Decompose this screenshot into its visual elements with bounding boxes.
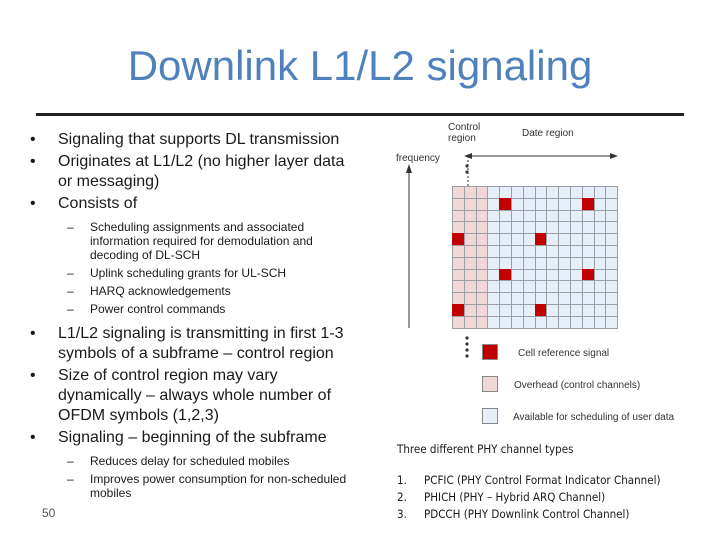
- bullet-text: Originates at L1/L2 (no higher layer data or messaging): [58, 153, 345, 190]
- bullet-text: L1/L2 signaling is transmitting in first 1-3 symbols of a subframe – control region: [58, 325, 344, 362]
- arrow-head-right: [610, 153, 618, 159]
- sub-bullet-text: Scheduling assignments and associated information required for demodulation and decoding of DL-SCH: [90, 220, 313, 262]
- legend-label-user-data: Available for scheduling of user data: [513, 412, 675, 423]
- bullet-marker: •: [30, 131, 36, 148]
- bullet-text: Consists of: [58, 195, 138, 212]
- bullet-item: [30, 152, 360, 192]
- data-region-label: Date region: [522, 128, 574, 139]
- sub-bullet-text: Power control commands: [90, 302, 226, 316]
- bullet-item: [30, 194, 360, 214]
- bullet-item: [30, 324, 360, 364]
- bullet-marker: •: [30, 367, 36, 384]
- bullet-text: Signaling – beginning of the subframe: [58, 429, 327, 446]
- frequency-arrow-head: [406, 164, 412, 173]
- bullet-item: [30, 130, 360, 150]
- phy-item-text: PHICH (PHY – Hybrid ARQ Channel): [424, 490, 606, 504]
- bullet-item: [30, 366, 360, 426]
- slide-title: Downlink L1/L2 signaling: [127, 42, 593, 89]
- sub-bullet-text: Improves power consumption for non-scheduled mobiles: [90, 472, 347, 500]
- dash-marker: –: [67, 302, 74, 316]
- bullet-item: [30, 428, 360, 448]
- ellipsis-dot: [465, 164, 468, 167]
- legend-label-reference: Cell reference signal: [518, 348, 610, 359]
- ellipsis-dot: [465, 354, 468, 357]
- legend-label-overhead: Overhead (control channels): [514, 380, 641, 391]
- ellipsis-dot: [465, 170, 468, 173]
- bullet-text: Signaling that supports DL transmission: [58, 131, 340, 148]
- frequency-label: frequency: [396, 153, 440, 164]
- dash-marker: –: [67, 220, 74, 234]
- bullet-marker: •: [30, 325, 36, 342]
- data-region-cell: [605, 316, 618, 329]
- sub-bullet-item: [30, 454, 360, 468]
- bullet-marker: •: [30, 153, 36, 170]
- bullet-text: Size of control region may vary dynamically – always whole number of OFDM symbols (1,2,3): [58, 367, 332, 424]
- phy-item-number: 3.: [397, 507, 407, 521]
- sub-bullet-item: [30, 284, 360, 298]
- dash-marker: –: [67, 454, 74, 468]
- ellipsis-dot: [465, 348, 468, 351]
- sub-bullet-text: HARQ acknowledgements: [90, 284, 231, 298]
- dash-marker: –: [67, 266, 74, 280]
- sub-bullet-item: [30, 266, 360, 280]
- title-divider: [36, 113, 684, 116]
- phy-heading: Three different PHY channel types: [397, 442, 574, 456]
- sub-bullet-item: [30, 302, 360, 316]
- sub-bullet-list: [30, 220, 360, 316]
- ellipsis-dot: [465, 342, 468, 345]
- page-number: 50: [42, 506, 56, 520]
- sub-bullet-text: Uplink scheduling grants for UL-SCH: [90, 266, 287, 280]
- bullet-marker: •: [30, 195, 36, 212]
- phy-item-text: PDCCH (PHY Downlink Control Channel): [424, 507, 630, 521]
- resource-grid-diagram: [392, 118, 692, 428]
- legend-swatch-user-data: [482, 408, 498, 424]
- control-region-label: Control region: [448, 122, 481, 144]
- phy-item: [397, 489, 717, 506]
- legend-swatch-reference: [482, 344, 498, 360]
- phy-item-text: PCFIC (PHY Control Format Indicator Channel): [424, 473, 661, 487]
- sub-bullet-text: Reduces delay for scheduled mobiles: [90, 454, 290, 468]
- phy-item: [397, 506, 717, 523]
- sub-bullet-item: [30, 472, 360, 500]
- dash-marker: –: [67, 284, 74, 298]
- legend-swatch-overhead: [482, 376, 498, 392]
- sub-bullet-item: [30, 220, 360, 262]
- phy-item-number: 1.: [397, 473, 407, 487]
- phy-channel-section: [397, 442, 717, 523]
- phy-item: [397, 472, 717, 489]
- bullet-list: [30, 130, 360, 508]
- dash-marker: –: [67, 472, 74, 486]
- phy-item-number: 2.: [397, 490, 407, 504]
- ellipsis-dot: [465, 336, 468, 339]
- bullet-marker: •: [30, 429, 36, 446]
- sub-bullet-list: [30, 454, 360, 500]
